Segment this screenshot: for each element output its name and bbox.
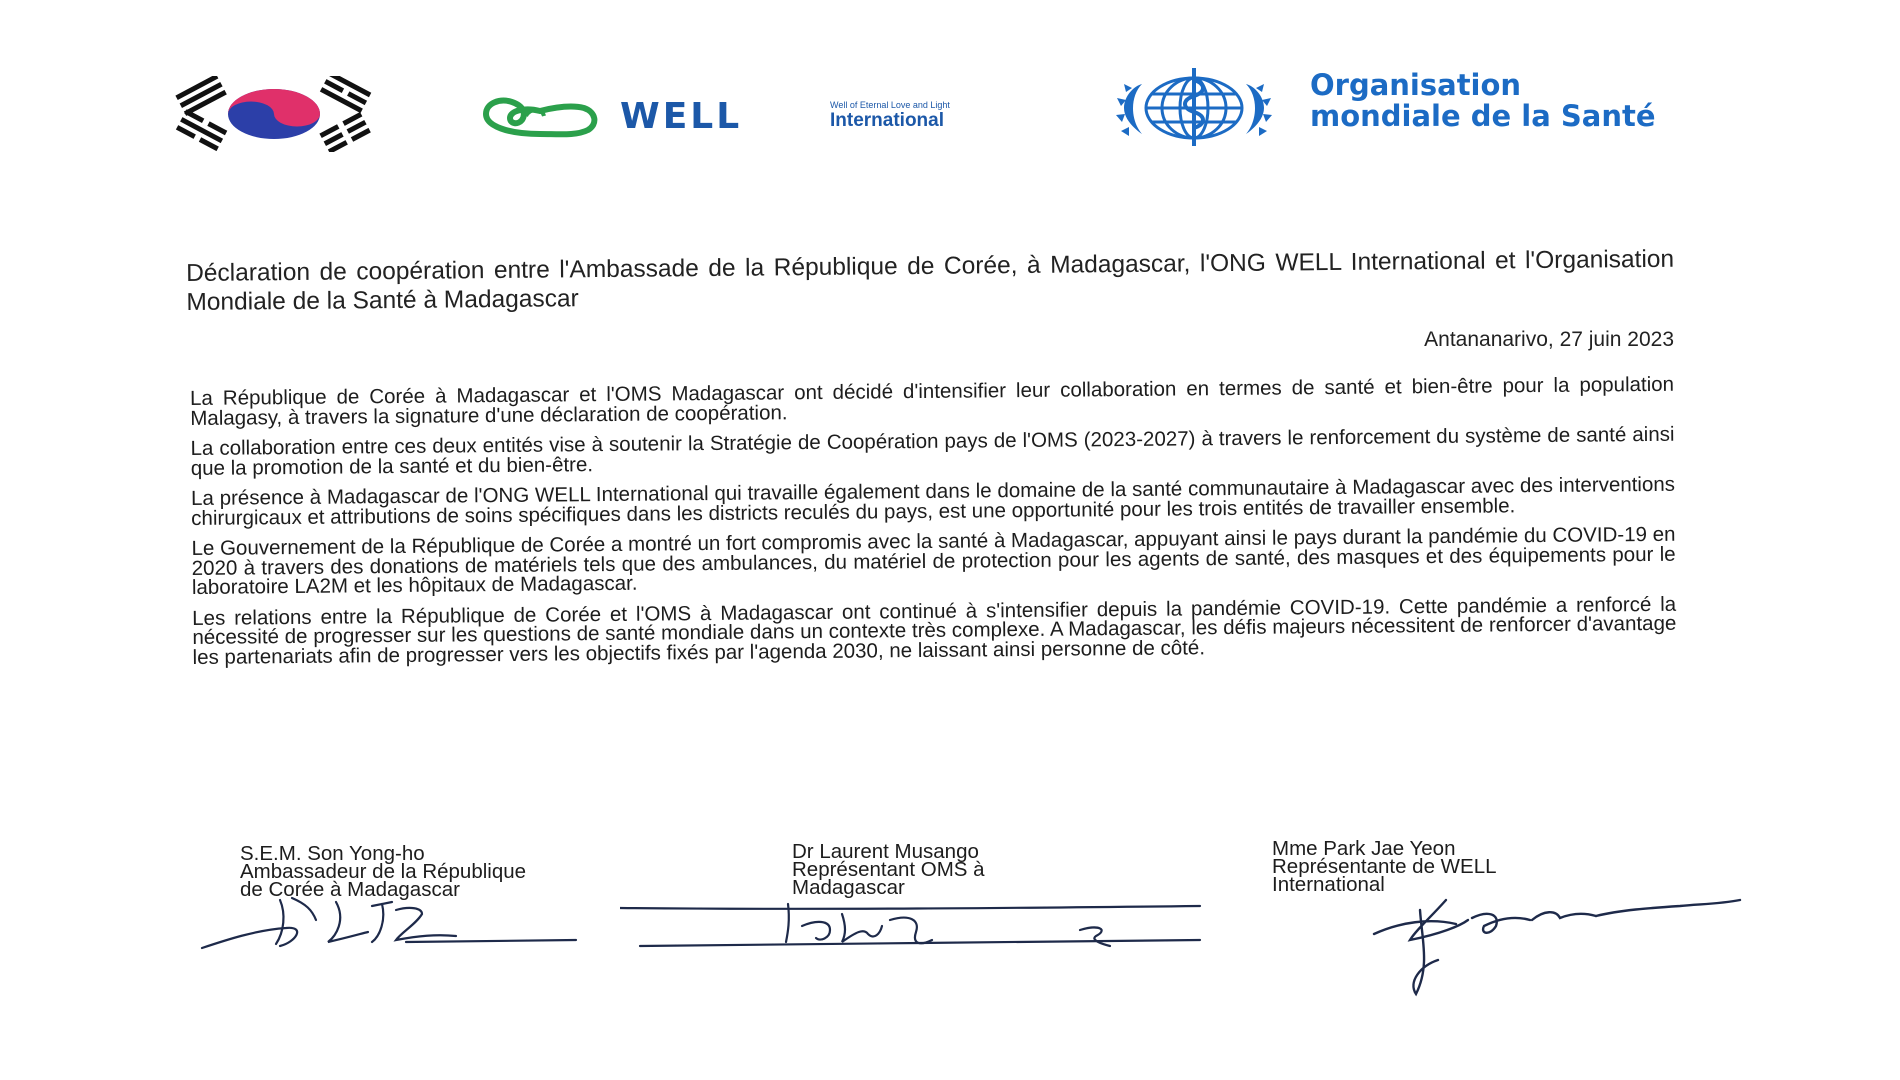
signatory-who-representative xyxy=(792,840,985,899)
signatory-name: S.E.M. Son Yong-ho xyxy=(240,842,425,865)
well-subname: International xyxy=(830,110,945,131)
signatory-role: Ambassadeur de la République xyxy=(240,860,527,883)
who-name-line2: mondiale de la Santé xyxy=(1310,99,1656,133)
who-logo xyxy=(1096,64,1796,148)
well-wordmark: WELL xyxy=(620,96,743,137)
document-date: Antananarivo, 27 juin 2023 xyxy=(1424,328,1674,351)
well-heart-icon xyxy=(480,94,602,138)
signatory-role: International xyxy=(1272,873,1385,896)
paragraph: La présence à Madagascar de l'ONG WELL International qui travaille également dans le domaine de la santé communautaire à Madagascar avec des interventions chirurgicaux et attributions de soins spécifiques dans les districts reculés du pays, est une opportunité pour les trois entités de travailler ensemble. xyxy=(190,472,1676,530)
paragraph: La République de Corée à Madagascar et l'OMS Madagascar ont décidé d'intensifier leur collaboration en termes de santé et bien-être pour la population Malagasy, à travers la signature d'une déclaration de coopération. xyxy=(189,372,1675,430)
korea-flag-logo xyxy=(166,76,382,152)
well-international-logo xyxy=(480,92,1040,142)
signature-well-representative xyxy=(1360,870,1780,1000)
signatory-role: de Corée à Madagascar xyxy=(240,878,460,901)
signatory-name: Mme Park Jae Yeon xyxy=(1272,837,1456,860)
signatory-role: Représentant OMS à xyxy=(792,858,985,881)
document-body xyxy=(189,372,1677,678)
paragraph: La collaboration entre ces deux entités vise à soutenir la Stratégie de Coopération pays de l'OMS (2023-2027) à travers le renforcement du système de santé ainsi que la promotion de la santé et du bien-être. xyxy=(190,422,1675,480)
signature-who-representative xyxy=(620,890,1220,980)
well-tagline: Well of Eternal Love and Light xyxy=(830,100,950,110)
trigram-right-bottom xyxy=(319,112,370,152)
signatory-name: Dr Laurent Musango xyxy=(792,840,979,863)
paragraph: Les relations entre la République de Corée et l'OMS à Madagascar ont continué à s'intensifier depuis la pandémie COVID-19. Cette pandémie a renforcé la nécessité de progresser sur les questions de santé mondiale dans un contexte très complexe. A Madagascar, les défis majeurs nécessitent de renforcer d'avantage les partenariats afin de progresser vers les objectifs fixés par l'agenda 2030, ne laissant ainsi personne de côté. xyxy=(192,592,1677,669)
who-emblem-icon xyxy=(1096,64,1292,148)
who-name-line1: Organisation xyxy=(1310,68,1522,102)
paragraph: Le Gouvernement de la République de Corée a montré un fort compromis avec la santé à Madagascar, appuyant ainsi le pays durant la pandémie du COVID-19 en 2020 à travers des donations de matériels tels que des ambulances, du matériel de protection pour les agents de santé, des masques et des équipements pour le laboratoire LA2M et les hôpitaux de Madagascar. xyxy=(191,522,1676,599)
document-title: Déclaration de coopération entre l'Ambassade de la République de Corée, à Madagascar, l'ONG WELL International et l'Organisation Mondiale de la Santé à Madagascar xyxy=(186,245,1675,316)
trigram-left-top xyxy=(175,76,226,116)
trigram-left-bottom xyxy=(176,109,227,151)
signatory-role: Madagascar xyxy=(792,876,905,899)
signatory-role: Représentante de WELL xyxy=(1272,855,1497,878)
taegeuk-icon xyxy=(228,89,320,139)
who-name xyxy=(1310,70,1656,132)
signature-ambassador xyxy=(196,880,596,970)
trigram-right-top xyxy=(320,76,371,113)
